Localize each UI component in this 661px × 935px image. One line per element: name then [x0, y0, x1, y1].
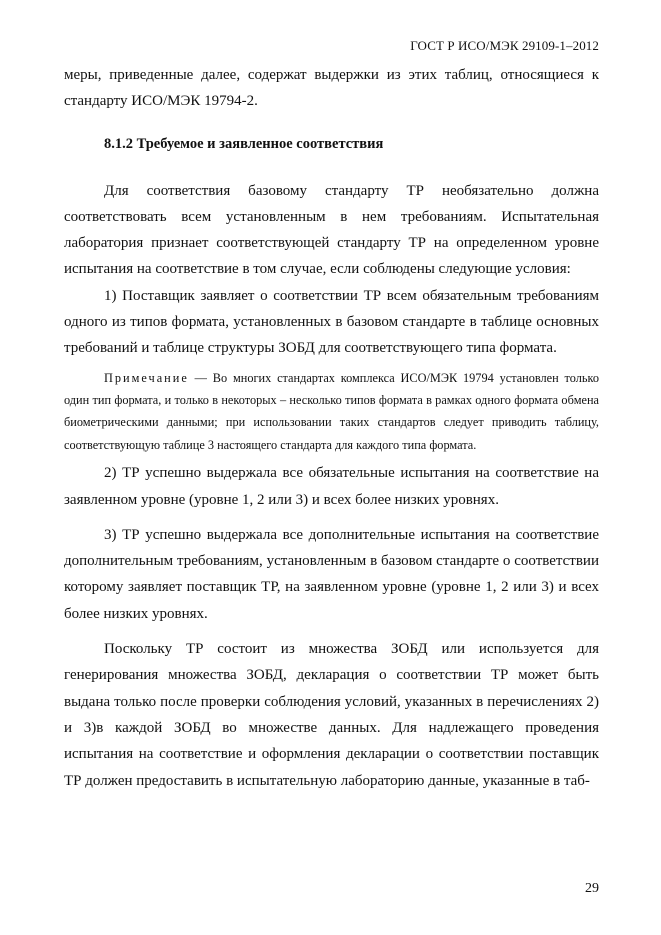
continuation-paragraph: меры, приведенные далее, содержат выдержки из этих таблиц, относящиеся к стандарту ИСО/МЭК 19794-2. — [64, 67, 599, 110]
section-heading: 8.1.2 Требуемое и заявленное соответствия — [104, 135, 384, 152]
list-item-3: 3) ТР успешно выдержала все дополнительные испытания на соответствие дополнительным требованиям, установленным в базовом стандарте о соответствии которому заявляет поставщик ТР, на заявленном уровне (уровне 1, 2 или 3) и всех более низких уровнях. — [64, 526, 599, 622]
page-number: 29 — [585, 881, 599, 896]
note-paragraph — [64, 367, 599, 457]
running-header: ГОСТ Р ИСО/МЭК 29109-1–2012 — [410, 38, 599, 53]
final-paragraph: Поскольку ТР состоит из множества ЗОБД или используется для генерирования множества ЗОБД, декларация о соответствии ТР может быть выдана только после проверки соблюдения условий, указанных в перечислениях 2) и 3)в каждой ЗОБД во множестве данных. Для надлежащего проведения испытания на соответствие и оформления декларации о соответствии поставщик ТР должен предоставить в испытательную лабораторию данные, указанные в таб- — [64, 641, 599, 789]
list-item-1: 1) Поставщик заявляет о соответствии ТР всем обязательным требованиям одного из типов формата, установленных в базовом стандарте в таблице основных требований и таблице структуры ЗОБД для соответствующего типа формата. — [64, 287, 599, 357]
page-body — [64, 62, 599, 794]
note-label: Примечание — [104, 370, 189, 385]
note-text: — Во многих стандартах комплекса ИСО/МЭК 19794 установлен только один тип формата, и только в некоторых – несколько типов формата в рамках одного формата обмена биометрическими данными; при использовании таких стандартов следует приводить таблицу, соответствующую таблице 3 настоящего стандарта для каждого типа формата. — [64, 370, 599, 452]
intro-paragraph: Для соответствия базовому стандарту ТР необязательно должна соответствовать всем установленным в нем требованиям. Испытательная лаборатория признает соответствующей стандарту ТР на определенном уровне испытания на соответствие в том случае, если соблюдены следующие условия: — [64, 182, 599, 278]
list-item-2: 2) ТР успешно выдержала все обязательные испытания на соответствие на заявленном уровне (уровне 1, 2 или 3) и всех более низких уровнях. — [64, 465, 599, 508]
